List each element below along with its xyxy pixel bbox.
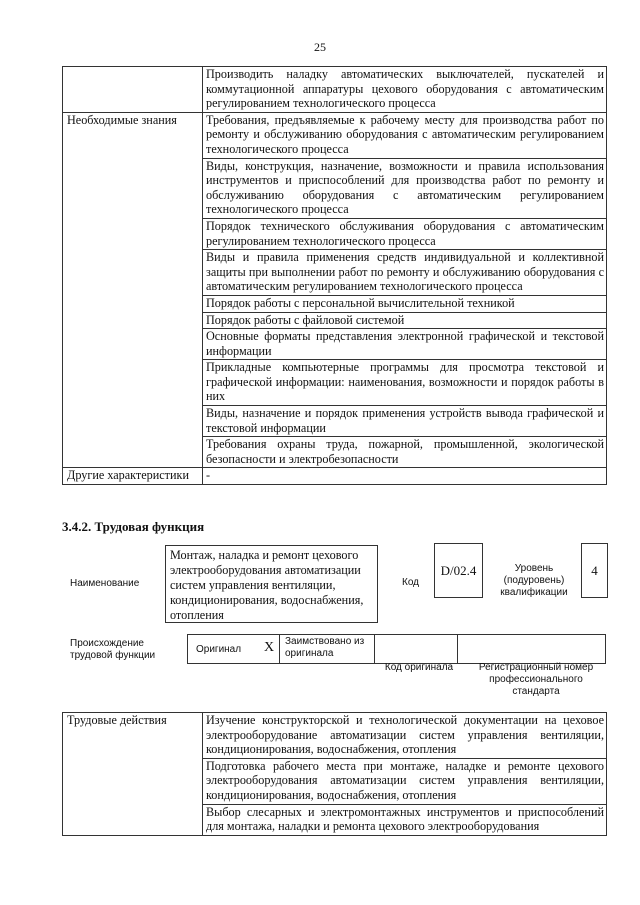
knowledge-item: Виды, назначение и порядок применения устройств вывода графической и текстовой информации	[203, 406, 607, 437]
labor-actions-label: Трудовые действия	[63, 713, 203, 836]
knowledge-item: Порядок работы с персональной вычислительной техникой	[203, 295, 607, 312]
knowledge-item: Основные форматы представления электронной графической и текстовой информации	[203, 329, 607, 360]
code-value-box: D/02.4	[434, 543, 483, 598]
table-row	[63, 67, 607, 113]
code-label: Код	[402, 577, 420, 588]
original-mark: X	[264, 640, 275, 655]
name-label: Наименование	[70, 578, 140, 589]
table-row	[63, 468, 607, 485]
reg-number-cell	[457, 634, 606, 664]
original-label: Оригинал	[196, 644, 242, 655]
actions-table	[62, 712, 607, 836]
level-value-box: 4	[581, 543, 608, 598]
code-original-label: Код оригинала	[384, 662, 454, 673]
other-characteristics-value: -	[203, 468, 607, 485]
table-row	[63, 112, 607, 158]
knowledge-item: Виды, конструкция, назначение, возможности и правила использования инструментов и приспособлений для производства работ по ремонту и обслуживанию оборудования с автоматическим регулированием технологического процесса	[203, 158, 607, 218]
action-item: Подготовка рабочего места при монтаже, наладке и ремонте цехового электрооборудования автоматизации систем управления вентиляции, кондиционирования, водоснабжения, отопления	[203, 758, 607, 804]
knowledge-item: Виды и правила применения средств индивидуальной и коллективной защиты при выполнении работ по ремонту и обслуживанию оборудования с автоматическим регулированием технологического процесса	[203, 250, 607, 296]
table-row	[63, 713, 607, 759]
knowledge-item: Требования охраны труда, пожарной, промышленной, экологической безопасности и электробезопасности	[203, 437, 607, 468]
reg-number-label: Регистрационный номер профессионального стандарта	[478, 662, 594, 697]
knowledge-item: Прикладные компьютерные программы для просмотра текстовой и графической информации: наименования, возможности и порядок работы в них	[203, 360, 607, 406]
action-item: Изучение конструкторской и технологической документации на цеховое электрооборудование автоматизации систем управления вентиляции, кондиционирования, водоснабжения, отопления	[203, 713, 607, 759]
skill-text: Производить наладку автоматических выключателей, пускателей и коммутационной аппаратуры цехового оборудования с автоматическим регулированием технологического процесса	[203, 67, 607, 113]
borrowed-label: Заимствовано из оригинала	[285, 636, 365, 659]
origin-label: Происхождение трудовой функции	[70, 638, 156, 661]
function-name-box: Монтаж, наладка и ремонт цехового электрооборудования автоматизации систем управления вентиляции, кондиционирования, водоснабжения, отопления	[165, 545, 378, 623]
section-title: 3.4.2. Трудовая функция	[62, 519, 205, 534]
page-number: 25	[314, 40, 326, 54]
code-original-cell	[374, 634, 458, 664]
required-knowledge-label: Необходимые знания	[63, 112, 203, 468]
knowledge-item: Порядок технического обслуживания оборудования с автоматическим регулированием технологического процесса	[203, 218, 607, 249]
qualification-level-label: Уровень (подуровень) квалификации	[500, 563, 568, 598]
borrowed-cell	[279, 634, 375, 664]
knowledge-table	[62, 66, 607, 485]
other-characteristics-label: Другие характеристики	[63, 468, 203, 485]
knowledge-item: Требования, предъявляемые к рабочему месту для производства работ по ремонту и обслуживанию оборудования с автоматическим регулированием технологического процесса	[203, 112, 607, 158]
empty-label-cell	[63, 67, 203, 113]
knowledge-item: Порядок работы с файловой системой	[203, 312, 607, 329]
origin-row	[187, 634, 605, 662]
original-cell	[187, 634, 280, 664]
action-item: Выбор слесарных и электромонтажных инструментов и приспособлений для монтажа, наладки и ремонта цехового электрооборудования	[203, 804, 607, 835]
